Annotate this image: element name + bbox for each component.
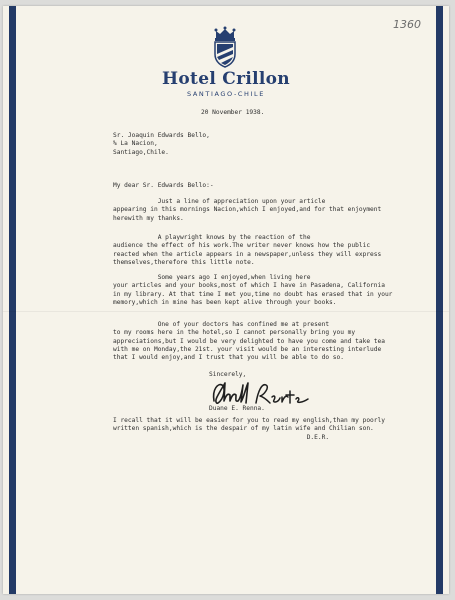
letter-sheet [3,6,449,594]
archive-number-annotation: 1360 [393,18,421,31]
signer-name: Duane E. Renna. [209,405,265,412]
hotel-crest-icon [211,26,239,68]
closing: Sincerely, [209,371,247,378]
postscript: I recall that it will be easier for you to read my english,than my poorly written spanish,which is the despair of my latin wife and Chilian son. D.E.R. [113,417,385,441]
paragraph-4: One of your doctors has confined me at present to my rooms here in the hotel,so I cannot personally bring you my appreciations,but I would be very delighted to have you come and take tea with me on Monday,the 21st. your visit would be an interesting interlude that I would enjoy,and I trust that you will be able to do so. [113,321,385,362]
recipient-address: Sr. Joaquin Edwards Bello, % La Nacion, Santiago,Chile. [113,132,210,156]
paper-fold-crease [3,311,449,312]
hotel-city: SANTIAGO-CHILE [187,90,265,98]
paragraph-2: A playwright knows by the reaction of the audience the effect of his work.The writer never knows how the public reacted when the article appears in a newspaper,unless they will express themselves,therefore this little note. [113,234,382,266]
paragraph-1: Just a line of appreciation upon your article appearing in this mornings Nacion,which I enjoyed,and for that enjoyment herewith my thanks. [113,198,382,222]
hotel-name: Hotel Crillon [162,69,290,89]
letter-date: 20 November 1938. [201,109,265,116]
paragraph-3: Some years ago I enjoyed,when living here your articles and your books,most of which I have in Pasadena, California in my library. At that time I met you,time no doubt has erased that in your memory,which in mine has been kept alive through your books. [113,274,393,306]
salutation: My dear Sr. Edwards Bello:- [113,182,214,189]
